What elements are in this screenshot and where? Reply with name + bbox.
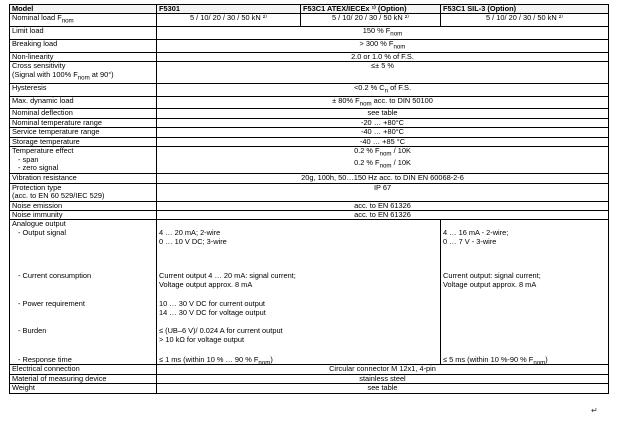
row-material [10, 374, 609, 383]
row-limit-load [10, 27, 609, 40]
label-nominal-deflection: Nominal deflection [10, 109, 157, 118]
label-analogue-output: Analogue output - Output signal - Current consumption - Power requirement - Burden - Response time [10, 220, 157, 365]
value-limit-load: 150 % $F_{nom}$ [157, 27, 609, 40]
row-weight [10, 384, 609, 393]
label-limit-load: Limit load [10, 27, 157, 40]
row-non-linearity [10, 53, 609, 62]
value-hysteresis: <0.2 % $C_n$ of F.S. [157, 83, 609, 96]
header-atex: F53C1 ATEX/IECEx ¹⁾ (Option) [301, 5, 441, 14]
value-noise-immunity: acc. to EN 61326 [157, 210, 609, 219]
label-material: Material of measuring device [10, 374, 157, 383]
label-breaking-load: Breaking load [10, 40, 157, 53]
paragraph-mark: ↵ [591, 406, 598, 415]
value-power-requirement: 10 … 30 V DC for current output 14 … 30 V DC for voltage output [159, 299, 266, 317]
row-vibration [10, 174, 609, 183]
value-cross-sensitivity: ≤± 5 % [157, 62, 609, 83]
label-weight: Weight [10, 384, 157, 393]
value-analogue-output-main [157, 220, 441, 365]
specification-table [9, 4, 609, 394]
value-nominal-load-sil3: 5 / 10/ 20 / 30 / 50 kN ²⁾ [441, 14, 609, 27]
value-current-consumption-sil3: Current output: signal current; Voltage output approx. 8 mA [443, 271, 541, 289]
value-noise-emission: acc. to EN 61326 [157, 201, 609, 210]
value-electrical-connection: Circular connector M 12x1, 4-pin [157, 365, 609, 374]
value-storage-temp: -40 … +85 °C [157, 137, 609, 146]
value-weight: see table [157, 384, 609, 393]
header-model: Model [10, 5, 157, 14]
label-response-time: - Response time [18, 355, 72, 365]
label-max-dynamic-load: Max. dynamic load [10, 96, 157, 109]
value-nominal-load-atex: 5 / 10/ 20 / 30 / 50 kN ²⁾ [301, 14, 441, 27]
row-temperature-effect [10, 147, 609, 174]
value-analogue-output-sil3 [441, 220, 609, 365]
label-current-consumption: - Current consumption [18, 271, 92, 281]
label-hysteresis: Hysteresis [10, 83, 157, 96]
value-temperature-effect-span: 0.2 % $F_{nom} / 10K$ [354, 146, 411, 158]
value-nominal-deflection: see table [157, 109, 609, 118]
row-noise-emission [10, 201, 609, 210]
row-noise-immunity [10, 210, 609, 219]
value-temperature-effect [157, 147, 609, 174]
label-nominal-load: Nominal load $F_{nom}$ [10, 14, 157, 27]
row-service-temp-range [10, 128, 609, 137]
label-burden: - Burden [18, 326, 47, 336]
value-material: stainless steel [157, 374, 609, 383]
value-response-time: ≤ 1 ms (within 10 % … 90 % $F_{nom}$) [159, 355, 273, 365]
label-cross-sensitivity: Cross sensitivity (Signal with 100% $F_{nom}$ at 90°) [10, 62, 157, 83]
label-output-signal: - Output signal [18, 228, 67, 238]
value-non-linearity: 2.0 or 1.0 % of F.S. [157, 53, 609, 62]
value-service-temp-range: -40 … +80°C [157, 128, 609, 137]
header-f5301: F5301 [157, 5, 301, 14]
label-power-requirement: - Power requirement [18, 299, 85, 309]
label-electrical-connection: Electrical connection [10, 365, 157, 374]
value-max-dynamic-load: ± 80% $F_{nom}$ acc. to DIN 50100 [157, 96, 609, 109]
label-noise-immunity: Noise immunity [10, 210, 157, 219]
value-breaking-load: > 300 % $F_{nom}$ [157, 40, 609, 53]
row-nominal-temp-range [10, 118, 609, 127]
value-nominal-temp-range: -20 … +80°C [157, 118, 609, 127]
label-temperature-effect: Temperature effect - span - zero signal [10, 147, 157, 174]
value-temperature-effect-zero: 0.2 % $F_{nom} / 10K$ [354, 157, 411, 170]
header-row [10, 5, 609, 14]
label-non-linearity: Non-linearity [10, 53, 157, 62]
row-storage-temp [10, 137, 609, 146]
row-breaking-load [10, 40, 609, 53]
row-protection [10, 183, 609, 201]
row-cross-sensitivity [10, 62, 609, 83]
value-vibration: 20g, 100h, 50…150 Hz acc. to DIN EN 60068-2-6 [157, 174, 609, 183]
value-burden: ≤ (UB–6 V)/ 0.024 A for current output > 10 kΩ for voltage output [159, 326, 283, 344]
value-output-signal: 4 … 20 mA; 2-wire 0 … 10 V DC; 3-wire [159, 228, 227, 246]
label-noise-emission: Noise emission [10, 201, 157, 210]
row-max-dynamic-load [10, 96, 609, 109]
row-electrical-connection [10, 365, 609, 374]
row-hysteresis [10, 83, 609, 96]
label-protection: Protection type (acc. to EN 60 529/IEC 529) [10, 183, 157, 201]
row-nominal-deflection [10, 109, 609, 118]
row-nominal-load [10, 14, 609, 27]
label-vibration: Vibration resistance [10, 174, 157, 183]
label-service-temp-range: Service temperature range [10, 128, 157, 137]
value-current-consumption: Current output 4 … 20 mA: signal current; Voltage output approx. 8 mA [159, 271, 296, 289]
value-nominal-load-f5301: 5 / 10/ 20 / 30 / 50 kN ²⁾ [157, 14, 301, 27]
label-nominal-temp-range: Nominal temperature range [10, 118, 157, 127]
label-storage-temp: Storage temperature [10, 137, 157, 146]
value-protection: IP 67 [157, 183, 609, 201]
value-output-signal-sil3: 4 … 16 mA - 2-wire; 0 … 7 V - 3-wire [443, 228, 509, 246]
row-analogue-output [10, 220, 609, 365]
header-sil3: F53C1 SIL-3 (Option) [441, 5, 609, 14]
value-response-time-sil3: ≤ 5 ms (within 10 %-90 % $F_{nom}$) [443, 355, 548, 365]
